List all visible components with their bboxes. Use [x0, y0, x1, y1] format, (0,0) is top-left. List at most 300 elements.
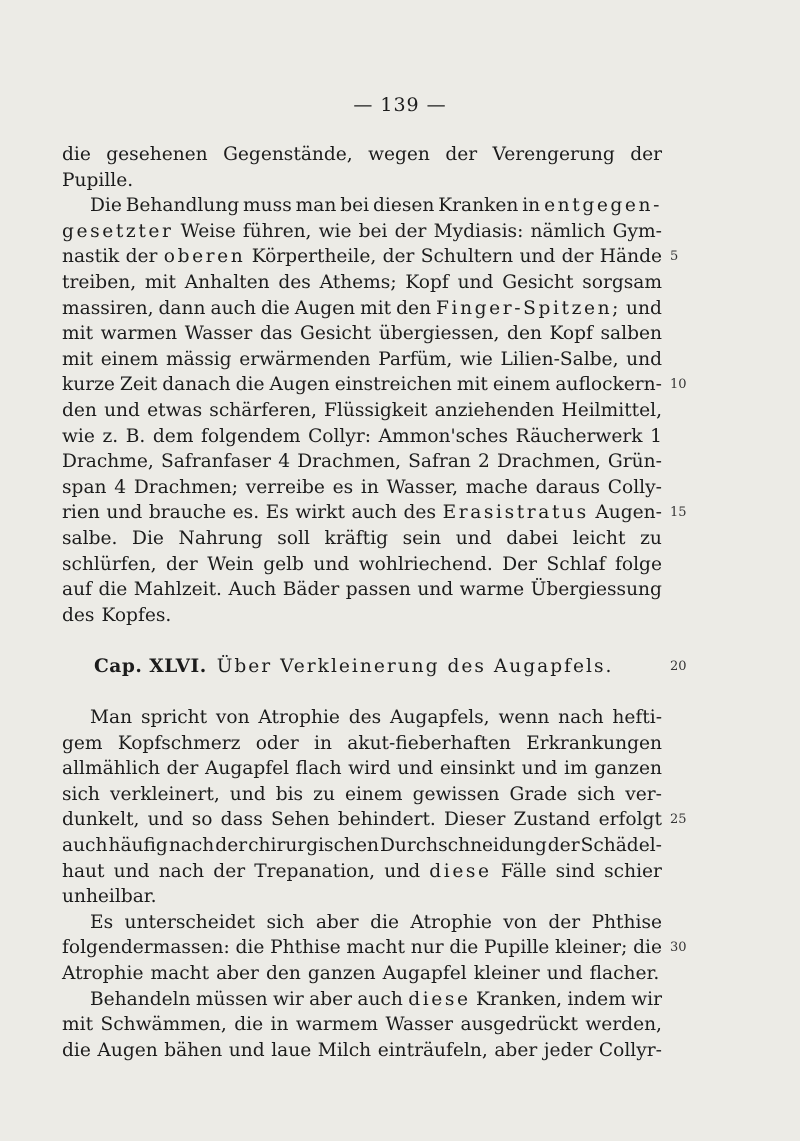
word: Übergiessung — [530, 579, 662, 601]
word: nach — [558, 707, 604, 729]
word: der — [125, 246, 158, 268]
word: Augen — [269, 374, 330, 396]
word: bähen — [164, 1039, 223, 1061]
line-number: 30 — [670, 940, 687, 956]
word: sich — [62, 783, 100, 805]
word: Die — [132, 527, 164, 549]
word: und — [519, 246, 556, 268]
word: Gesicht — [300, 323, 372, 345]
word: bei — [340, 195, 370, 217]
text-line — [62, 552, 662, 578]
word: der — [547, 835, 580, 857]
word: massiren, — [62, 297, 154, 319]
text-line — [62, 193, 662, 219]
word: bei — [358, 220, 388, 242]
word: den — [62, 399, 97, 421]
word: und — [455, 527, 492, 549]
word: und — [546, 963, 583, 984]
word: indem — [567, 988, 626, 1010]
word: Collyr- — [598, 1039, 662, 1061]
text-line — [62, 859, 662, 885]
word: Sehen — [270, 809, 330, 831]
word: der — [165, 553, 198, 575]
word: von — [215, 707, 250, 729]
word: Colly- — [607, 476, 662, 498]
text-line — [62, 961, 662, 987]
word: und — [384, 860, 421, 882]
word: nämlich — [530, 220, 606, 242]
word: Schlaf — [546, 553, 606, 575]
word: Collyr: — [308, 425, 372, 447]
word: B. — [125, 425, 146, 447]
word: im — [564, 758, 588, 780]
word: Wasser — [385, 1014, 454, 1036]
word: folgendem — [201, 425, 301, 447]
word: Wasser, — [386, 476, 458, 498]
word: und — [147, 809, 184, 831]
word: Atrophie — [62, 963, 144, 984]
word: Grade — [509, 783, 568, 805]
body-text — [62, 142, 687, 1063]
word: und — [626, 297, 662, 319]
word: verreibe — [245, 476, 325, 498]
word: passen — [345, 579, 411, 601]
word: sich — [266, 911, 305, 933]
word: gelb — [263, 553, 304, 575]
word: zu — [640, 527, 662, 549]
text-line — [62, 756, 662, 782]
word: Finger-Spitzen; — [436, 297, 622, 319]
word: müssen — [195, 988, 268, 1010]
word: und — [313, 553, 350, 575]
word: ausgedrückt — [460, 1014, 578, 1036]
word: der — [445, 144, 478, 165]
word: z. — [102, 425, 119, 447]
word: Flüssigkeit — [324, 399, 428, 421]
word: des — [62, 604, 95, 626]
word: einstreichen — [334, 374, 452, 396]
word: einträufeln, — [377, 1039, 488, 1061]
word: wird — [348, 758, 391, 780]
word: der — [394, 220, 427, 242]
word: Zustand — [513, 809, 591, 831]
word: die — [260, 297, 290, 319]
word: der — [382, 246, 415, 268]
word: salben — [600, 323, 662, 345]
word: schier — [604, 860, 662, 882]
word: auch — [62, 835, 108, 857]
word: gesetzter — [62, 220, 174, 242]
text-line — [62, 577, 662, 603]
word: Trepanation, — [254, 860, 376, 882]
text-line — [62, 270, 662, 296]
word: gem — [62, 732, 103, 754]
word: die — [449, 937, 479, 959]
text-line — [62, 168, 662, 194]
word: diesen — [372, 195, 435, 217]
word: Grün- — [607, 451, 662, 473]
word: in — [314, 732, 332, 754]
text-line — [62, 219, 662, 245]
word: Fälle — [500, 860, 547, 882]
word: Erkrankungen — [526, 732, 662, 754]
line-number: 15 — [670, 505, 687, 521]
word: span — [62, 476, 107, 498]
word: muss — [243, 195, 292, 217]
text-line — [62, 142, 662, 168]
word: erfolgt — [598, 809, 662, 831]
word: den — [265, 963, 301, 984]
line-number: 5 — [670, 249, 679, 265]
word: und — [228, 1039, 265, 1061]
word: des — [403, 502, 436, 524]
word: und — [521, 758, 558, 780]
word: nastik — [62, 246, 120, 268]
word: Lilien-Salbe, — [500, 348, 619, 370]
word: diese — [429, 860, 492, 882]
text-line — [62, 1012, 662, 1038]
word: die — [62, 144, 91, 165]
word: folge — [615, 553, 662, 575]
word: auch — [357, 988, 403, 1010]
word: in — [522, 195, 541, 217]
word: hefti- — [612, 707, 662, 729]
word: daraus — [535, 476, 601, 498]
text-line — [62, 884, 662, 910]
word: auf — [62, 579, 92, 601]
word: Anhalten — [184, 271, 270, 293]
line-number: 25 — [670, 812, 687, 828]
word: Drachmen, — [496, 451, 601, 473]
word: Schädel- — [580, 835, 662, 857]
word: jeder — [543, 1039, 593, 1061]
spacer — [62, 679, 662, 705]
word: diese — [408, 988, 471, 1010]
word: zu — [313, 783, 335, 805]
text-line — [62, 910, 662, 936]
word: die — [98, 579, 128, 601]
word: und — [229, 783, 266, 805]
word: Augen — [97, 1039, 158, 1061]
word: wie — [62, 425, 95, 447]
word: mit — [360, 297, 392, 319]
word: die — [235, 374, 265, 396]
word: brauche — [148, 502, 227, 524]
word: und — [113, 860, 150, 882]
word: treiben, — [62, 271, 137, 293]
word: und — [104, 399, 140, 421]
word: und — [397, 758, 434, 780]
word: gesehenen — [106, 144, 208, 165]
word: Drachme, — [62, 451, 154, 473]
word: wenn — [498, 707, 550, 729]
word: verkleinert, — [109, 783, 220, 805]
word: 2 — [477, 451, 490, 473]
word: wohlriechend. — [358, 553, 493, 575]
text-line — [62, 449, 662, 475]
word: sich — [577, 783, 616, 805]
word: rien — [62, 502, 100, 524]
word: Schultern — [420, 246, 514, 268]
word: kleiner — [473, 963, 540, 984]
word: mässig — [165, 348, 232, 370]
chapter-heading — [62, 654, 687, 680]
text-line — [62, 347, 662, 373]
chapter-number: Cap. XLVI. — [94, 655, 207, 677]
word: Bäder — [282, 579, 340, 601]
text-line — [62, 807, 687, 833]
word: dunkelt, — [62, 809, 140, 831]
word: mache — [465, 476, 528, 498]
word: die — [370, 911, 399, 933]
text-line — [62, 705, 662, 731]
word: Kopfes. — [101, 604, 172, 626]
word: Es — [265, 502, 289, 524]
word: Behandeln — [90, 988, 191, 1010]
word: wirkt — [295, 502, 345, 524]
word: Behandlung — [125, 195, 240, 217]
word: und — [106, 502, 143, 524]
word: den — [507, 323, 542, 345]
word: oberen — [163, 246, 246, 268]
word: chirurgischen — [248, 835, 379, 857]
word: Milch — [317, 1039, 372, 1061]
word: Körpertheile, — [251, 246, 377, 268]
chapter-title: Über Verkleinerung des Augapfels. — [216, 655, 614, 677]
word: und — [417, 579, 454, 601]
word: anziehenden — [434, 399, 555, 421]
word: warmem — [295, 1014, 379, 1036]
word: Wasser — [184, 323, 253, 345]
word: warmen — [100, 323, 178, 345]
word: kleiner; — [555, 937, 628, 959]
word: Mydiasis: — [433, 220, 524, 242]
word: mit — [62, 348, 94, 370]
word: des — [278, 271, 311, 293]
word: soll — [277, 527, 310, 549]
word: Athems; — [319, 271, 397, 293]
word: Man — [90, 707, 133, 729]
word: Die — [90, 195, 122, 217]
word: Atrophie — [258, 707, 340, 729]
word: entgegen- — [544, 195, 662, 217]
word: macht — [346, 937, 405, 959]
word: mit — [62, 1014, 94, 1036]
word: nach — [168, 835, 215, 857]
word: Gegenstände, — [223, 144, 353, 165]
word: sein — [402, 527, 442, 549]
word: Gesicht — [502, 271, 574, 293]
word: Wein — [207, 553, 254, 575]
word: einem — [100, 348, 159, 370]
word: einem — [492, 374, 551, 396]
word: man — [295, 195, 337, 217]
word: Erasistratus — [442, 502, 589, 524]
word: der — [215, 835, 248, 857]
text-line — [62, 296, 662, 322]
word: kräftig — [324, 527, 388, 549]
word: aber — [315, 911, 359, 933]
word: Mahlzeit. — [133, 579, 222, 601]
word: gewissen — [412, 783, 500, 805]
word: der — [548, 911, 581, 933]
word: Heilmittel, — [561, 399, 662, 421]
word: Augapfels, — [390, 707, 490, 729]
word: in — [360, 476, 379, 498]
word: warme — [459, 579, 525, 601]
word: Pupille — [484, 937, 550, 959]
word: aber — [494, 1039, 538, 1061]
text-line — [62, 372, 687, 398]
text-line — [62, 526, 662, 552]
word: übergiessen, — [378, 323, 500, 345]
text-line — [62, 782, 662, 808]
word: auch — [351, 502, 397, 524]
word: etwas — [147, 399, 203, 421]
word: folgendermassen: — [62, 937, 230, 959]
text-line — [62, 935, 687, 961]
word: flacher. — [589, 963, 660, 984]
word: Atrophie — [410, 911, 492, 933]
word: kurze — [62, 374, 115, 396]
word: Durchschneidung — [379, 835, 547, 857]
word: die — [633, 937, 662, 959]
word: auflockern- — [555, 374, 662, 396]
word: ganzen — [594, 758, 662, 780]
text-line — [62, 244, 679, 270]
line-number: 20 — [670, 658, 687, 674]
line-number: 10 — [670, 377, 687, 393]
word: mit — [456, 374, 488, 396]
word: und — [457, 271, 494, 293]
word: Safranfaser — [160, 451, 272, 473]
text-line — [62, 424, 662, 450]
word: leicht — [572, 527, 626, 549]
text-line — [62, 603, 662, 629]
word: wie — [318, 220, 352, 242]
word: werden, — [585, 1014, 662, 1036]
word: der — [561, 246, 594, 268]
word: Zeit — [119, 374, 158, 396]
word: flach — [295, 758, 342, 780]
word: wie — [459, 348, 493, 370]
word: des — [348, 707, 382, 729]
word: häufig — [108, 835, 168, 857]
word: Drachmen; — [133, 476, 238, 498]
word: ver- — [625, 783, 662, 805]
word: Nahrung — [178, 527, 263, 549]
word: Dieser — [444, 809, 506, 831]
word: die — [235, 937, 265, 959]
word: das — [259, 323, 293, 345]
word: macht — [150, 963, 210, 984]
word: dass — [220, 809, 263, 831]
word: einsinkt — [439, 758, 515, 780]
word: Kranken — [438, 195, 519, 217]
text-line — [62, 321, 662, 347]
word: Augen- — [595, 502, 662, 524]
word: führen, — [242, 220, 312, 242]
word: danach — [162, 374, 231, 396]
word: es. — [232, 502, 260, 524]
word: die — [62, 1039, 91, 1061]
word: wir — [631, 988, 662, 1010]
word: allmählich — [62, 758, 160, 780]
word: salbe. — [62, 527, 118, 549]
word: unheilbar. — [62, 886, 157, 908]
word: 4 — [114, 476, 127, 498]
page-number: — 139 — — [353, 94, 447, 116]
word: Augen — [294, 297, 356, 319]
text-line — [62, 833, 662, 859]
word: Augapfel — [382, 963, 467, 984]
word: Phthise — [591, 911, 662, 933]
word: auch — [210, 297, 256, 319]
word: akut-fieberhaften — [347, 732, 511, 754]
word: von — [503, 911, 537, 933]
text-line — [62, 500, 687, 526]
word: die — [234, 1014, 264, 1036]
word: schlürfen, — [62, 553, 157, 575]
text-line — [62, 987, 662, 1013]
word: der — [630, 144, 662, 165]
word: Schwämmen, — [100, 1014, 227, 1036]
word: Pupille. — [62, 169, 134, 191]
word: bis — [275, 783, 304, 805]
word: 4 — [278, 451, 291, 473]
word: der — [213, 860, 246, 882]
word: wegen — [368, 144, 430, 165]
word: so — [191, 809, 213, 831]
word: Parfüm, — [378, 348, 453, 370]
word: dem — [152, 425, 194, 447]
word: und — [626, 348, 662, 370]
word: Kopfschmerz — [117, 732, 241, 754]
word: Phthise — [270, 937, 341, 959]
word: es — [332, 476, 354, 498]
word: mit — [62, 323, 94, 345]
word: Kopf — [549, 323, 593, 345]
word: oder — [255, 732, 299, 754]
word: Es — [90, 911, 114, 933]
word: wir — [272, 988, 304, 1010]
word: aber — [216, 963, 259, 984]
word: unterscheidet — [124, 911, 256, 933]
word: sorgsam — [582, 271, 662, 293]
word: mit — [144, 271, 176, 293]
word: 1 — [650, 425, 662, 447]
word: einem — [344, 783, 403, 805]
word: nach — [158, 860, 205, 882]
word: Safran — [408, 451, 471, 473]
word: sind — [555, 860, 595, 882]
word: Hände — [599, 246, 662, 268]
text-line — [62, 731, 662, 757]
word: behindert. — [337, 809, 436, 831]
word: erwärmenden — [239, 348, 371, 370]
word: Weise — [180, 220, 236, 242]
word: Ammon'sches — [378, 425, 509, 447]
word: laue — [271, 1039, 312, 1061]
word: Kranken, — [475, 988, 562, 1010]
word: dabei — [506, 527, 559, 549]
word: Verengerung — [492, 144, 615, 165]
word: aber — [309, 988, 352, 1010]
word: Der — [502, 553, 538, 575]
word: spricht — [140, 707, 208, 729]
text-line — [62, 1038, 662, 1064]
word: nur — [410, 937, 444, 959]
